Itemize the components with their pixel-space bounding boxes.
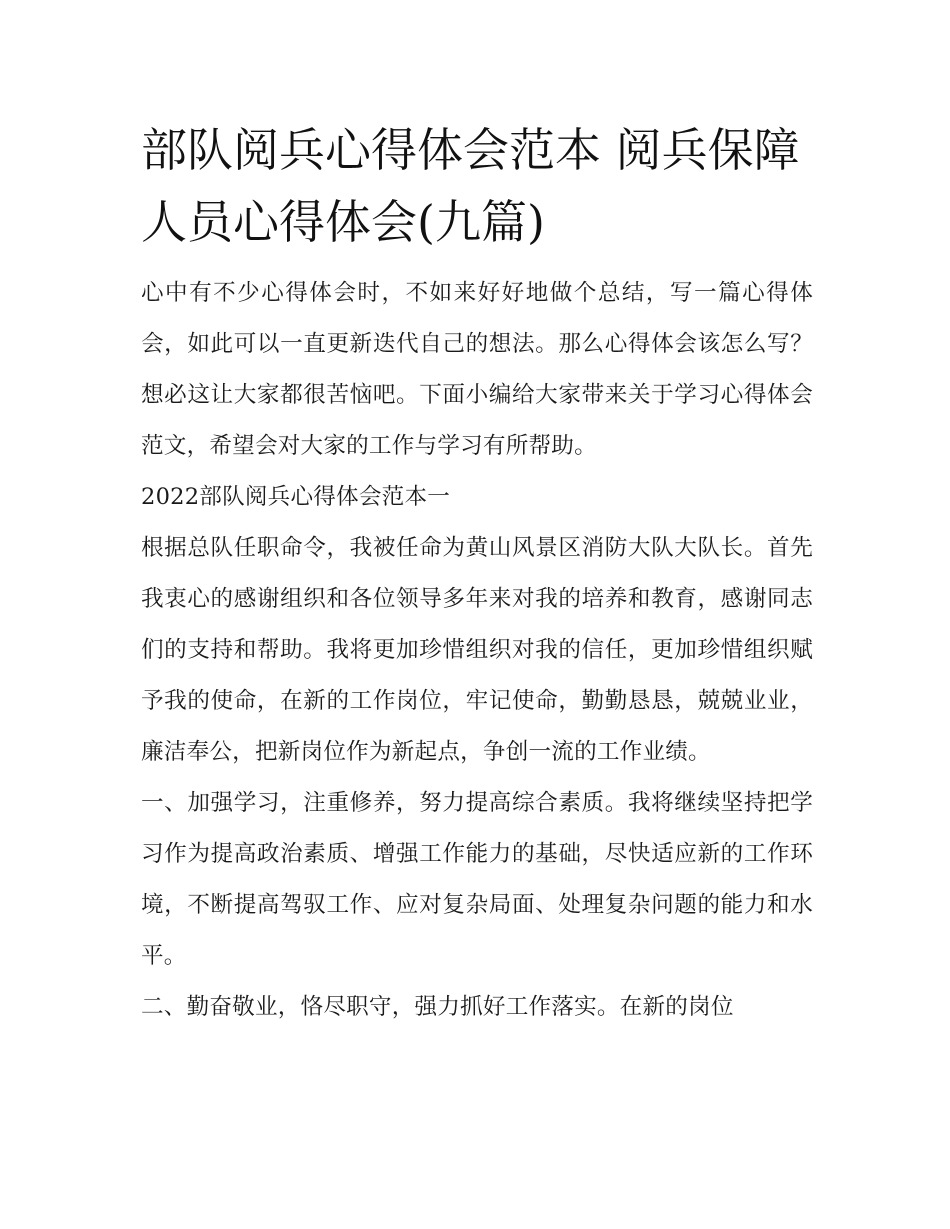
body-paragraph: 二、勤奋敬业，恪尽职守，强力抓好工作落实。在新的岗位 bbox=[141, 994, 734, 1020]
document-body bbox=[141, 114, 813, 1033]
body-paragraph: 根据总队任职命令，我被任命为黄山风景区消防大队大队长。首先我衷心的感谢组织和各位领导多年来对我的培养和教育，感谢同志们的支持和帮助。我将更加珍惜组织对我的信任，更加珍惜组织赋予我的使命，在新的工作岗位，牢记使命，勤勤恳恳，兢兢业业，廉洁奉公，把新岗位作为新起点，争创一流的工作业绩。 bbox=[141, 535, 813, 765]
section-heading: 2022部队阅兵心得体会范本一 bbox=[141, 484, 451, 510]
body-paragraph: 一、加强学习，注重修养，努力提高综合素质。我将继续坚持把学习作为提高政治素质、增强工作能力的基础，尽快适应新的工作环境，不断提高驾驭工作、应对复杂局面、处理复杂问题的能力和水平。 bbox=[141, 790, 813, 969]
intro-paragraph: 心中有不少心得体会时，不如来好好地做个总结，写一篇心得体会，如此可以一直更新迭代自己的想法。那么心得体会该怎么写？想必这让大家都很苦恼吧。下面小编给大家带来关于学习心得体会范文，希望会对大家的工作与学习有所帮助。 bbox=[141, 280, 813, 459]
document-title: 部队阅兵心得体会范本 阅兵保障人员心得体会(九篇) bbox=[141, 123, 800, 249]
